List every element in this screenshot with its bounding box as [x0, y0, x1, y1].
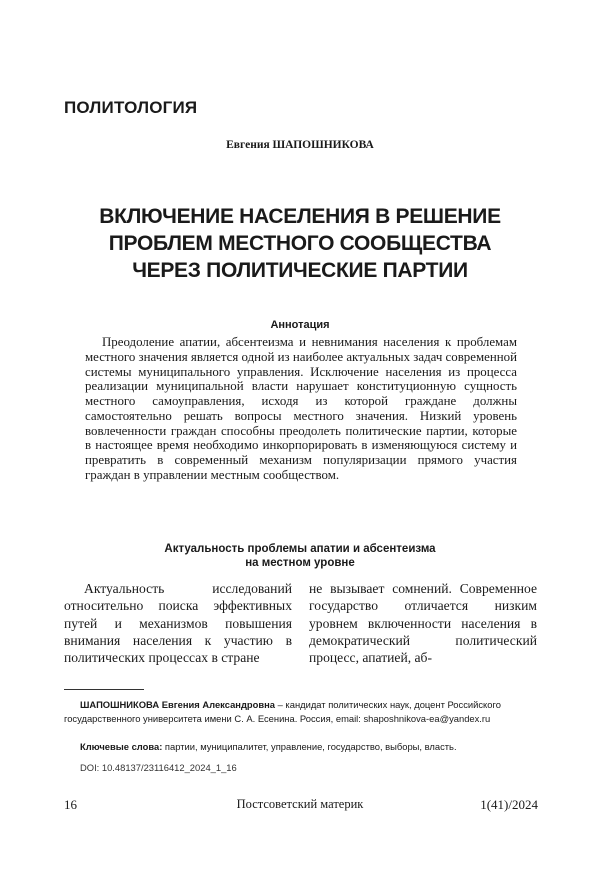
title-line: ПРОБЛЕМ МЕСТНОГО СООБЩЕСТВА	[108, 232, 492, 255]
section-heading-line: Актуальность проблемы апатии и абсентеизма	[164, 543, 436, 555]
article-author: Евгения ШАПОШНИКОВА	[226, 139, 374, 151]
body-column-left: Актуальность исследований относительно поиска эффективных путей и механизмов повышения внимания населения к участию в политических процессах в стране	[64, 581, 292, 666]
footnote-author-name: ШАПОШНИКОВА Евгения Александровна	[80, 699, 275, 710]
doi: DOI: 10.48137/23116412_2024_1_16	[80, 762, 237, 773]
abstract-text: Преодоление апатии, абсентеизма и невнимания населения к проблемам местного значения является одной из наиболее актуальных задач современной системы муниципального управления. Исключение населения из процесса реализации муниципальной власти нарушает конституционную сущность местного самоуправления, исходя из которой граждане должны самостоятельно решать вопросы местного значения. Низкий уровень вовлеченности граждан способны преодолеть политические партии, которые в настоящее время необходимо инкорпорировать в изменяющуюся систему и превратить в современный механизм популяризации прямого участия граждан в управлении местным сообществом.	[85, 335, 517, 482]
keywords	[80, 741, 540, 753]
section-heading-line: на местном уровне	[245, 557, 355, 569]
abstract-heading: Аннотация	[270, 319, 330, 331]
author-footnote	[64, 698, 538, 726]
keywords-list: партии, муниципалитет, управление, государство, выборы, власть.	[162, 741, 457, 752]
issue-number: 1(41)/2024	[480, 797, 538, 812]
article-title	[40, 203, 560, 284]
section-label: ПОЛИТОЛОГИЯ	[64, 98, 198, 117]
journal-name: Постсоветский материк	[236, 797, 364, 811]
body-column-right: не вызывает сомнений. Современное государство отличается низким уровнем включенности населения в демократический политический процесс, апатией, аб-	[309, 581, 537, 666]
keywords-label: Ключевые слова:	[80, 741, 163, 752]
footnote-divider	[64, 689, 144, 690]
title-line: ВКЛЮЧЕНИЕ НАСЕЛЕНИЯ В РЕШЕНИЕ	[99, 205, 501, 228]
footnote-author-info: – кандидат политических наук, доцент Российского государственного университета имени С. А. Есенина. Россия, email: shaposhnikova-ea@yandex.ru	[64, 699, 501, 724]
section-heading	[0, 542, 600, 570]
page-number: 16	[64, 797, 77, 812]
title-line: ЧЕРЕЗ ПОЛИТИЧЕСКИЕ ПАРТИИ	[132, 259, 468, 282]
